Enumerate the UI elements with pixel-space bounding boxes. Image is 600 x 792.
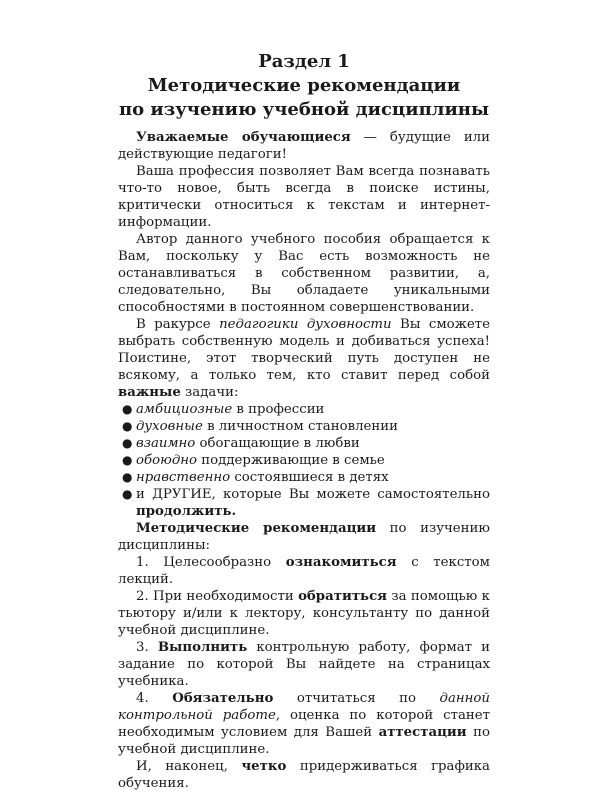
section-heading: [118, 50, 490, 122]
p3-text-c: задачи:: [180, 385, 239, 400]
list-item: [118, 435, 490, 452]
list-item-text: в профессии: [232, 402, 325, 417]
r4-text-b: отчитаться по: [273, 691, 440, 706]
r3-text-a: 3.: [136, 640, 158, 655]
body-text: [118, 129, 490, 792]
goals-list: [118, 401, 490, 520]
section-title-line-2: по изучению учебной дисциплины: [118, 99, 490, 120]
r3-text-b: контрольную работу, формат и задание по которой Вы найдете на страницах учебника.: [118, 640, 490, 689]
r4-text-a: 4.: [136, 691, 173, 706]
bullet-icon: ●: [122, 436, 133, 450]
section-title-line-1: Методические рекомендации: [147, 75, 461, 96]
bullet-icon: ●: [122, 453, 133, 467]
p3-bold: важные: [118, 385, 181, 400]
section-number: Раздел 1: [258, 51, 350, 72]
r2-text-b: за помощью к тьютору и/или к лектору, консультанту по данной учебной дисциплине.: [118, 589, 490, 638]
list-item-text: состоявшиеся в детях: [230, 470, 389, 485]
final-paragraph: [118, 758, 490, 792]
recommendations-title-bold: Методические рекомендации: [136, 521, 377, 536]
recommendation-4: [118, 690, 490, 758]
p3-text-a: В ракурсе: [136, 317, 220, 332]
r1-text-b: с текстом лекций.: [118, 555, 490, 587]
r2-bold: обратиться: [298, 589, 387, 604]
recommendations-title: [118, 520, 490, 554]
final-text-b: придерживаться графика обучения.: [118, 759, 490, 791]
list-item: [118, 469, 490, 486]
paragraph-author: Автор данного учебного пособия обращается к Вам, поскольку у Вас есть возможность не останавливаться в собственном развитии, а, следовательно, Вы обладаете уникальными способностями в постоянном совершенствовании.: [118, 232, 490, 315]
bullet-icon: ●: [122, 402, 133, 416]
greeting-paragraph: [118, 129, 490, 163]
recommendation-3: [118, 639, 490, 690]
list-item: [118, 418, 490, 435]
list-item-text: и ДРУГИЕ, которые Вы можете самостоятельно: [136, 487, 490, 502]
r4-text-c: , оценка по которой станет необходимым условием для Вашей: [118, 708, 490, 740]
list-item-italic: духовные: [136, 419, 203, 434]
list-item-bold: продолжить.: [136, 504, 237, 519]
r1-bold: ознакомиться: [285, 555, 397, 570]
bullet-icon: ●: [122, 419, 133, 433]
p3-text-b: Вы сможете выбрать собственную модель и добиваться успеха! Поистине, этот творческий путь доступен не всякому, а только тем, кто ставит перед собой: [118, 317, 490, 383]
greeting-rest: — будущие или действующие педагоги!: [118, 130, 490, 162]
r2-text-a: 2. При необходимости: [136, 589, 299, 604]
greeting-bold: Уважаемые обучающиеся: [136, 130, 351, 145]
recommendation-1: [118, 554, 490, 588]
r4-text-d: по учебной дисциплине.: [118, 725, 490, 757]
bullet-icon: ●: [122, 487, 133, 501]
r4-bold: Обязательно: [172, 691, 274, 706]
paragraph-profession: Ваша профессия позволяет Вам всегда познавать что-то новое, быть всегда в поиске истины, критически относиться к текстам и интернет-информации.: [118, 164, 490, 230]
list-item-italic: взаимно: [136, 436, 196, 451]
final-text-a: И, наконец,: [136, 759, 242, 774]
recommendation-2: [118, 588, 490, 639]
list-item-italic: амбициозные: [136, 402, 233, 417]
list-item-last: [118, 486, 490, 520]
list-item-text: поддерживающие в семье: [197, 453, 385, 468]
p3-italic: педагогики духовности: [219, 317, 392, 332]
r4-bold-2: аттестации: [378, 725, 467, 740]
final-bold: четко: [241, 759, 287, 774]
list-item-text: обогащающие в любви: [195, 436, 360, 451]
list-item-text: в личностном становлении: [202, 419, 398, 434]
list-item: [118, 401, 490, 418]
bullet-icon: ●: [122, 470, 133, 484]
paragraph-spirituality: [118, 316, 490, 401]
r1-text-a: 1. Целесообразно: [136, 555, 286, 570]
list-item-italic: обоюдно: [136, 453, 198, 468]
list-item: [118, 452, 490, 469]
list-item-italic: нравственно: [136, 470, 231, 485]
recommendations-title-rest: по изучению дисциплины:: [118, 521, 490, 553]
r3-bold: Выполнить: [157, 640, 248, 655]
r4-italic: данной контрольной работе: [118, 691, 490, 723]
